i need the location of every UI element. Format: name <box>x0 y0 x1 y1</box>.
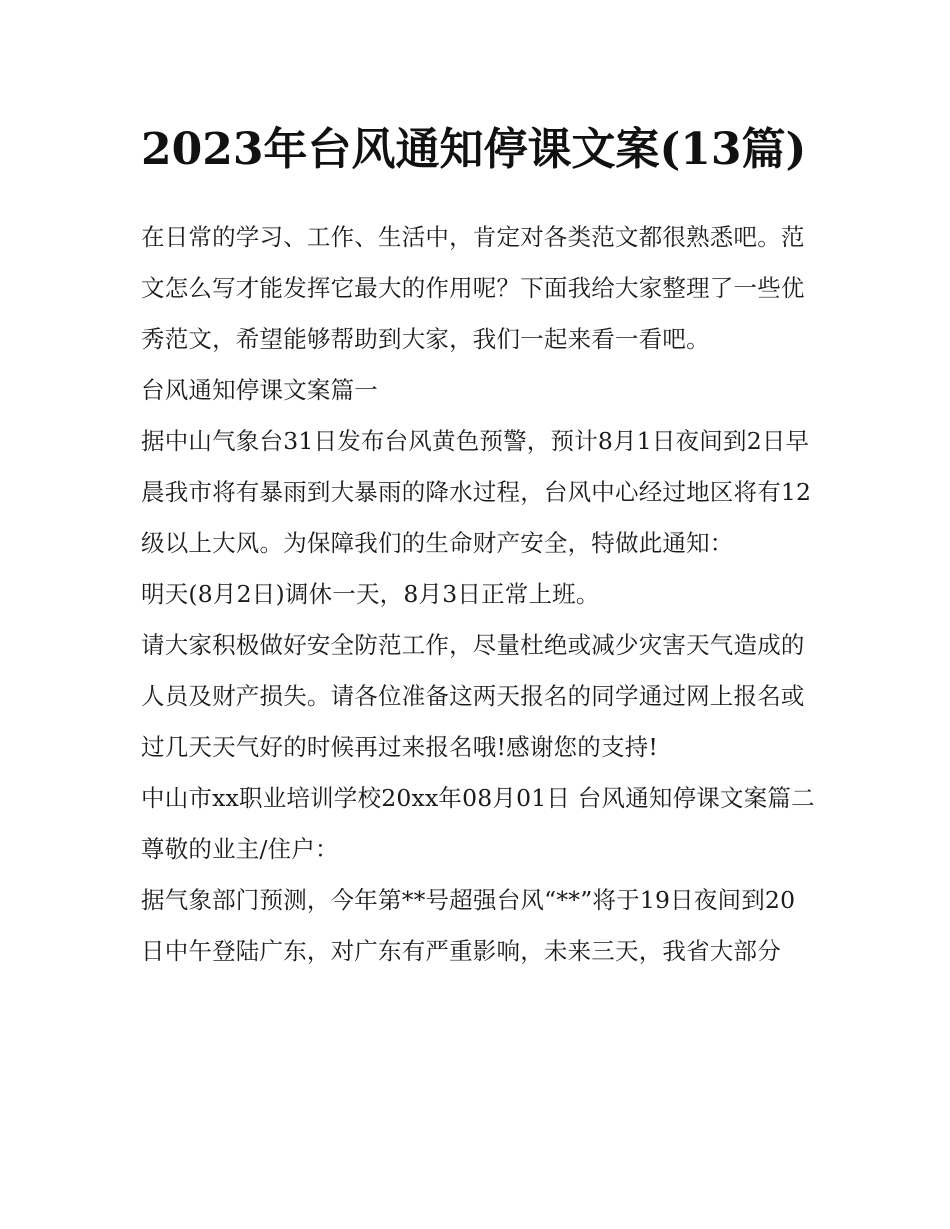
paragraph-intro: 在日常的学习、工作、生活中，肯定对各类范文都很熟悉吧。范文怎么写才能发挥它最大的作用呢？下面我给大家整理了一些优秀范文，希望能够帮助到大家，我们一起来看一看吧。 <box>141 223 805 353</box>
paragraph-forecast: 据中山气象台31日发布台风黄色预警，预计8月1日夜间到2日早晨我市将有暴雨到大暴雨的降水过程，台风中心经过地区将有12级以上大风。为保障我们的生命财产安全，特做此通知： <box>141 427 812 557</box>
document-title: 2023年台风通知停课文案(13篇) <box>141 124 807 175</box>
paragraph-safety: 请大家积极做好安全防范工作，尽量杜绝或减少灾害天气造成的人员及财产损失。请各位准备这两天报名的同学通过网上报名或过几天天气好的时候再过来报名哦!感谢您的支持! <box>141 631 805 761</box>
paragraph-signature: 中山市xx职业培训学校20xx年08月01日 台风通知停课文案篇二 尊敬的业主/住户： <box>141 784 815 863</box>
paragraph-typhoon-warning: 据气象部门预测，今年第**号超强台风“**”将于19日夜间到20日中午登陆广东，对广东有严重影响，未来三天，我省大部分 <box>141 886 796 965</box>
paragraph-schedule: 明天(8月2日)调休一天，8月3日正常上班。 <box>141 580 600 608</box>
document-body <box>141 212 816 977</box>
section-heading-1: 台风通知停课文案篇一 <box>141 376 378 404</box>
document-page <box>141 110 816 977</box>
